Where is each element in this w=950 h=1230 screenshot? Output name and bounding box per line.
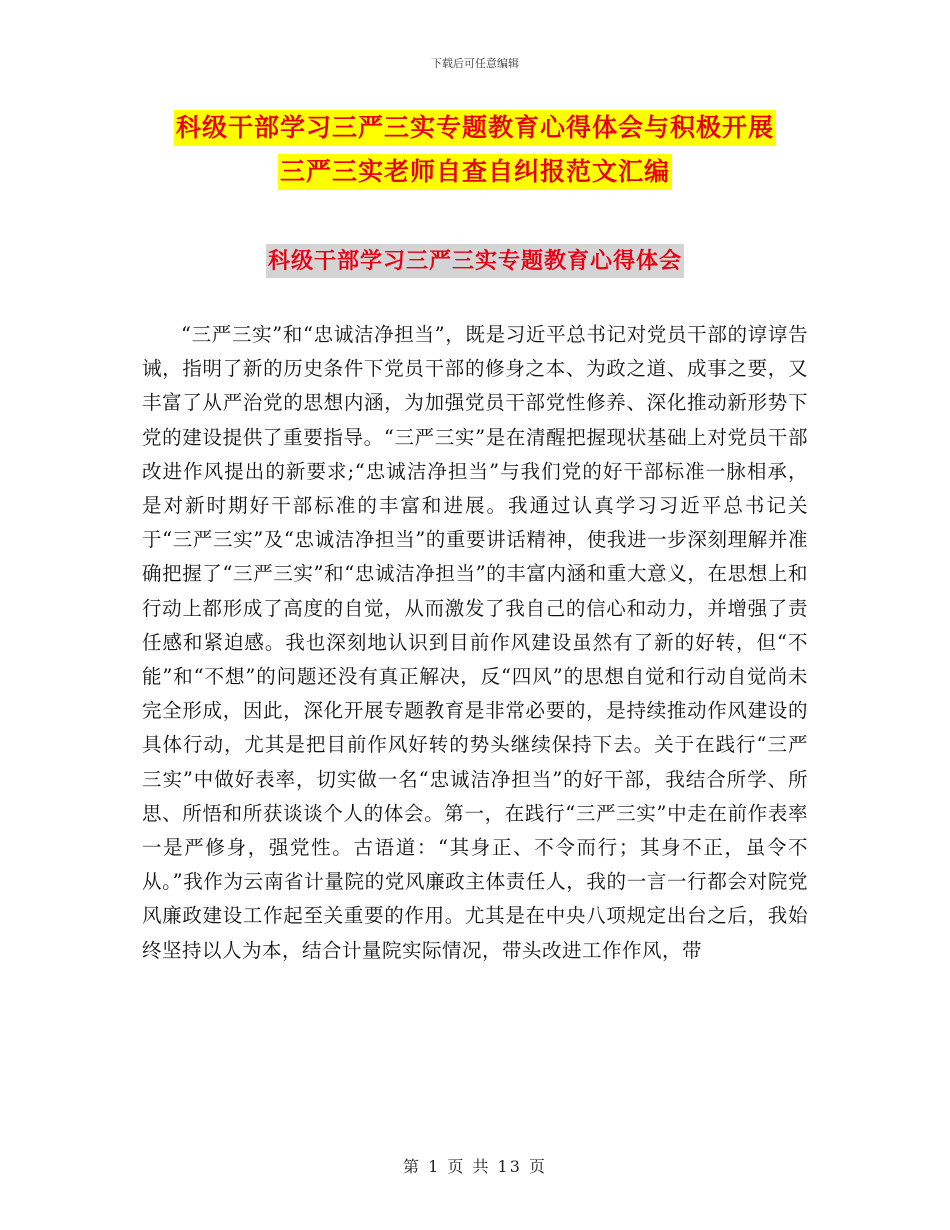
title-line-2: 三严三实老师自查自纠报范文汇编 (278, 154, 672, 190)
document-title (0, 106, 950, 194)
body-paragraph: “三严三实”和“忠诚洁净担当”，既是习近平总书记对党员干部的谆谆告诫，指明了新的历史条件下党员干部的修身之本、为政之道、成事之要，又丰富了从严治党的思想内涵，为加强党员干部党性修养、深化推动新形势下党的建设提供了重要指导。“三严三实”是在清醒把握现状基础上对党员干部改进作风提出的新要求;“忠诚洁净担当”与我们党的好干部标准一脉相承，是对新时期好干部标准的丰富和进展。我通过认真学习习近平总书记关于“三严三实”及“忠诚洁净担当”的重要讲话精神，使我进一步深刻理解并准确把握了“三严三实”和“忠诚洁净担当”的丰富内涵和重大意义，在思想上和行动上都形成了高度的自觉，从而激发了我自己的信心和动力，并增强了责任感和紧迫感。我也深刻地认识到目前作风建设虽然有了新的好转，但“不能”和“不想”的问题还没有真正解决，反“四风”的思想自觉和行动自觉尚未完全形成，因此，深化开展专题教育是非常必要的，是持续推动作风建设的具体行动，尤其是把目前作风好转的势头继续保持下去。关于在践行“三严三实”中做好表率，切实做一名“忠诚洁净担当”的好干部，我结合所学、所思、所悟和所获谈谈个人的体会。第一，在践行“三严三实”中走在前作表率一是严修身，强党性。古语道：“其身正、不令而行；其身不正，虽令不从。”我作为云南省计量院的党风廉政主体责任人，我的一言一行都会对院党风廉政建设工作起至关重要的作用。尤其是在中央八项规定出台之后，我始终坚持以人为本，结合计量院实际情况，带头改进工作作风，带 (142, 323, 808, 962)
title-line-1: 科级干部学习三严三实专题教育心得体会与积极开展 (174, 110, 776, 146)
section-heading (0, 244, 950, 278)
section-subtitle: 科级干部学习三严三实专题教育心得体会 (266, 244, 684, 278)
header-note: 下载后可任意编辑 (431, 57, 519, 70)
page-number: 第 1 页 共 13 页 (403, 1157, 547, 1176)
